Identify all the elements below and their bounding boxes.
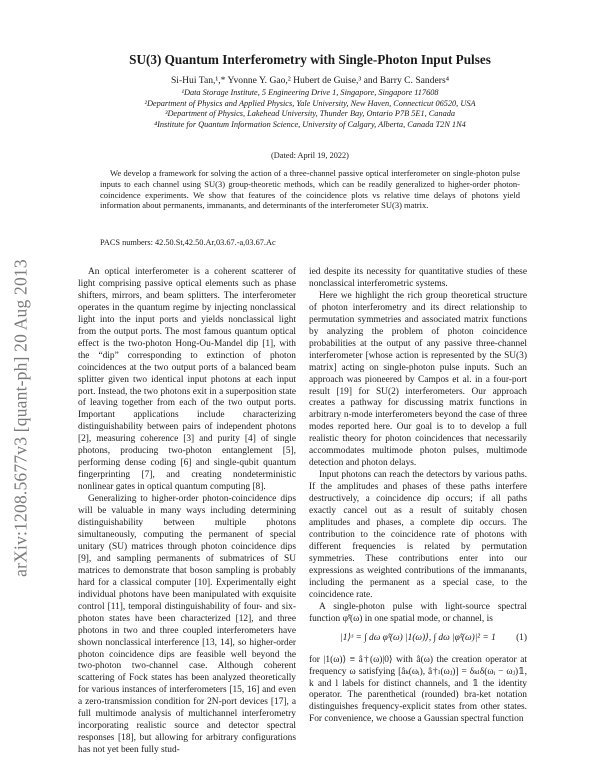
affiliation-2: ²Department of Physics and Applied Physics, Yale University, New Haven, Connecticut 06520, USA (144, 98, 476, 108)
affiliations (60, 88, 560, 131)
body-paragraph-4: Input photons can reach the detectors by various paths. If the amplitudes and phases of these paths interfere destructively, a coincidence dip occurs; if all paths exactly cancel out as a result of suitably chosen amplitudes and phases, a complete dip occurs. The contribution to the coincidence rate of photons with different frequencies is related by permutation symmetries. These contributions enter into our expressions as weighted contributions of the immanants, including the permanent as a special case, to the coincidence rate. (309, 470, 527, 600)
equation-1 (309, 629, 527, 651)
equation-number: (1) (516, 632, 527, 643)
equation-body: |1⟩ˢ = ∫ dω φ̃ˢ(ω) |1(ω)⟩, ∫ dω |φ̃ˢ(ω)|² = 1 (340, 632, 496, 643)
dated-line: (Dated: April 19, 2022) (271, 151, 349, 160)
author-list: Si-Hui Tan,¹,* Yvonne Y. Gao,² Hubert de Guise,³ and Barry C. Sanders⁴ (170, 75, 450, 86)
body-paragraph-6: for |1(ω)⟩ ≡ â†(ω)|0⟩ with â(ω) the creation operator at frequency ω satisfying [âₖ(ωᵢ), â†ₗ(ωⱼ)] = δₖₗδ(ωᵢ − ωⱼ)𝟙, k and l labels for distinct channels, and 𝟙 the identity operator. The parenthetical (rounded) bra-ket notation distinguishes frequency-explicit states from other states. For convenience, we choose a Gaussian spectral function (309, 654, 527, 725)
body-paragraph-3: Here we highlight the rich group theoretical structure of photon interferometry and its direct relationship to permutation symmetries and associated matrix functions by analyzing the problem of photon coincidence probabilities at the output of any passive three-channel interferometer [whose action is represented by the SU(3) matrix] acting on single-photon pulse inputs. Such an approach was pioneered by Campos et al. in a four-port result [19] for SU(2) interferometers. Our approach creates a pathway for discussing matrix functions in arbitrary n-mode interferometers beyond the case of three modes reported here. Our goal is to to develop a full realistic theory for photon coincidences that necessarily accommodates multimode photon pulses, multimode detection and photon delays. (309, 290, 527, 469)
body-continuation: ied despite its necessity for quantitative studies of these nonclassical interferometric systems. (309, 267, 527, 289)
right-column (309, 267, 527, 726)
paper-title: SU(3) Quantum Interferometry with Single-Photon Input Pulses (129, 52, 491, 67)
affiliation-4: ⁴Institute for Quantum Information Science, University of Calgary, Alberta, Canada T2N 1N4 (154, 120, 466, 130)
arxiv-sidebar (6, 258, 36, 578)
affiliation-3: ³Department of Physics, Lakehead University, Thunder Bay, Ontario P7B 5E1, Canada (164, 109, 456, 119)
pacs-numbers: PACS numbers: 42.50.St,42.50.Ar,03.67.-a,03.67.Ac (100, 238, 276, 247)
abstract: We develop a framework for solving the action of a three-channel passive optical interferometer on single-photon pulse inputs to each channel using SU(3) group-theoretic methods, which can be readily generalized to higher-order photon-coincidence experiments. We show that features of the coincidence plots vs relative time delays of photons yield information about permanents, immanants, and determinants of the interferometer SU(3) matrix. (100, 168, 520, 211)
body-paragraph-5: A single-photon pulse with light-source spectral function φ̃ˢ(ω) in one spatial mode, or channel, is (309, 601, 527, 624)
left-column (78, 267, 296, 757)
affiliation-1: ¹Data Storage Institute, 5 Engineering Drive 1, Singapore, Singapore 117608 (181, 88, 439, 97)
body-paragraph-1: An optical interferometer is a coherent scatterer of light comprising passive optical elements such as phase shifters, mirrors, and beam splitters. The interferometer operates in the quantum regime by injecting nonclassical light into the input ports and yields nonclassical light from the output ports. The most famous quantum optical effect is the two-photon Hong-Ou-Mandel dip [1], with the “dip” corresponding to extinction of photon coincidences at the two output ports of a balanced beam splitter given two identical input photons at each input port. Instead, the two photons exit in a superposition state of leaving together from each of the two output ports. Important applications include characterizing distinguishability between pairs of independent photons [2], measuring coherence [3] and purity [4] of single photons, producing two-photon entanglement [5], performing dense coding [6] and single-qubit quantum fingerprinting [7], and creating nondeterministic nonlinear gates in optical quantum computing [8]. (78, 267, 296, 493)
arxiv-identifier[interactable]: arXiv:1208.5677v3 [quant-ph] 20 Aug 2013 (10, 259, 31, 577)
body-paragraph-2: Generalizing to higher-order photon-coincidence dips will be valuable in many ways including determining distinguishability between multiple photons simultaneously, computing the permanent of special unitary (SU) matrices through photon coincidence dips [9], and sampling permanents of submatrices of SU matrices to demonstrate that boson sampling is probably hard for a classical computer [10]. Experimentally eight individual photons have been manipulated with exquisite control [11], temporal distinguishability of four- and six-photon states have been characterized [12], and three photons in two and three coupled interferometers have shown nonclassical interference [13, 14], so higher-order photon coincidence dips are feasible well beyond the two-photon two-channel case. Although coherent scattering of Fock states has been analyzed theoretically for various instances of interferometers [15, 16] and even a zero-transmission condition for 2N-port devices [17], a full multimode analysis of multichannel interferometry incorporating realistic source and detector spectral responses [18], but allowing for arbitrary configurations has not yet been fully stud- (78, 494, 296, 756)
